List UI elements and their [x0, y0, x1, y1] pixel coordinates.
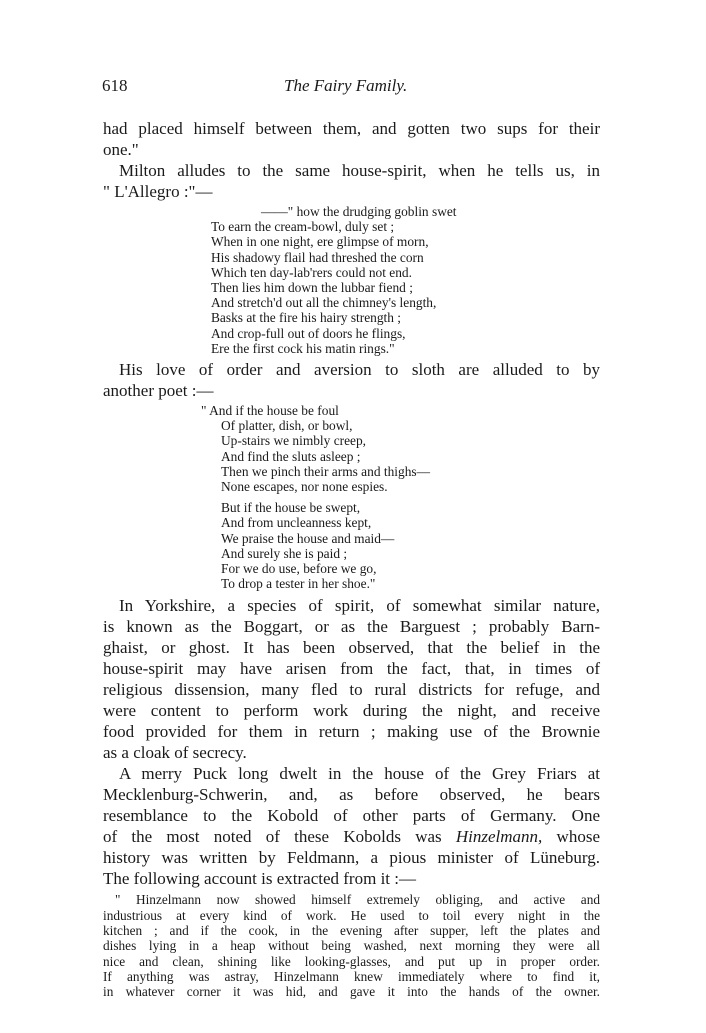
- verse-line: And crop-full out of doors he flings,: [211, 325, 406, 341]
- text-line: is known as the Boggart, or as the Barguest ; probably Barn-: [103, 617, 600, 637]
- quote-line: nice and clean, shining like looking-glasses, and put up in proper order.: [103, 953, 600, 969]
- text-line: [103, 826, 600, 847]
- verse-line: And from uncleanness kept,: [221, 515, 372, 531]
- verse-another-poet: [103, 403, 600, 591]
- text-line: The following account is extracted from it :—: [103, 869, 416, 889]
- text-line: In Yorkshire, a species of spirit, of somewhat similar nature,: [119, 596, 600, 616]
- verse-line: ——" how the drudging goblin swet: [261, 204, 457, 219]
- text-line: ghaist, or ghost. It has been observed, that the belief in the: [103, 638, 600, 658]
- paragraph-milton: [103, 160, 600, 202]
- verse-line: Which ten day-lab'rers could not end.: [211, 264, 412, 280]
- verse-line: And stretch'd out all the chimney's length,: [211, 295, 437, 311]
- verse-line: None escapes, nor none espies.: [221, 479, 388, 495]
- text-segment: whose: [542, 827, 600, 847]
- page-body: [103, 118, 600, 1000]
- text-segment: of the most noted of these Kobolds was: [103, 827, 456, 847]
- verse-line: But if the house be swept,: [221, 500, 361, 516]
- text-line: religious dissension, many fled to rural districts for refuge, and: [103, 680, 600, 700]
- paragraph-continued: [103, 118, 600, 160]
- verse-line: Up-stairs we nimbly creep,: [221, 433, 367, 449]
- verse-line: Of platter, dish, or bowl,: [221, 418, 353, 434]
- verse-line: And find the sluts asleep ;: [221, 448, 361, 464]
- text-line: A merry Puck long dwelt in the house of the Grey Friars at: [119, 764, 600, 784]
- text-line: Milton alludes to the same house-spirit, when he tells us, in: [119, 161, 600, 180]
- verse-line: Basks at the fire his hairy strength ;: [211, 310, 402, 326]
- running-header: [102, 76, 602, 100]
- page-number: 618: [102, 76, 128, 95]
- text-line: one.": [103, 140, 139, 159]
- text-line: another poet :—: [103, 381, 214, 401]
- text-line: Mecklenburg-Schwerin, and, as before observed, he bears: [103, 785, 600, 805]
- verse-line: When in one night, ere glimpse of morn,: [211, 234, 429, 250]
- paragraph-puck: [103, 763, 600, 889]
- verse-line: Then lies him down the lubbar fiend ;: [211, 280, 413, 296]
- verse-line: Ere the first cock his matin rings.": [211, 340, 395, 356]
- verse-line: We praise the house and maid—: [221, 530, 395, 546]
- verse-line: " And if the house be foul: [201, 403, 339, 419]
- text-line: had placed himself between them, and gotten two sups for their: [103, 119, 600, 138]
- text-line: His love of order and aversion to sloth are alluded to by: [119, 360, 600, 380]
- verse-line: And surely she is paid ;: [221, 545, 348, 561]
- quote-line: kitchen ; and if the cook, in the evening after supper, left the plates and: [103, 923, 600, 939]
- verse-line: For we do use, before we go,: [221, 561, 377, 577]
- running-title: The Fairy Family.: [284, 76, 408, 95]
- quote-line: industrious at every kind of work. He used to toil every night in the: [103, 907, 600, 923]
- quote-line: " Hinzelmann now showed himself extremely obliging, and active and: [115, 892, 600, 908]
- text-line: food provided for them in return ; making use of the Brownie: [103, 722, 600, 742]
- paragraph-yorkshire: [103, 595, 600, 763]
- block-quote-hinzelmann: [103, 892, 600, 999]
- verse-line: Then we pinch their arms and thighs—: [221, 463, 430, 479]
- italic-name-hinzelmann: Hinzelmann,: [455, 827, 543, 847]
- text-line: " L'Allegro :"—: [103, 182, 213, 201]
- text-line: resemblance to the Kobold of other parts of Germany. One: [103, 806, 600, 826]
- verse-line: His shadowy flail had threshed the corn: [211, 249, 424, 265]
- text-line: house-spirit may have arisen from the fact, that, in times of: [103, 659, 600, 679]
- paragraph-order: [103, 359, 600, 401]
- text-line: as a cloak of secrecy.: [103, 743, 247, 763]
- verse-line: To earn the cream-bowl, duly set ;: [211, 219, 395, 235]
- text-line: history was written by Feldmann, a pious minister of Lüneburg.: [103, 848, 600, 868]
- text-line: were content to perform work during the night, and receive: [103, 701, 600, 721]
- verse-lallegro: [103, 204, 600, 356]
- quote-line: in whatever corner it was hid, and gave it into the hands of the owner.: [103, 984, 600, 1000]
- quote-line: dishes lying in a heap without being washed, next morning they were all: [103, 938, 600, 954]
- quote-line: If anything was astray, Hinzelmann knew immediately where to find it,: [103, 968, 600, 984]
- verse-line: To drop a tester in her shoe.": [221, 576, 376, 592]
